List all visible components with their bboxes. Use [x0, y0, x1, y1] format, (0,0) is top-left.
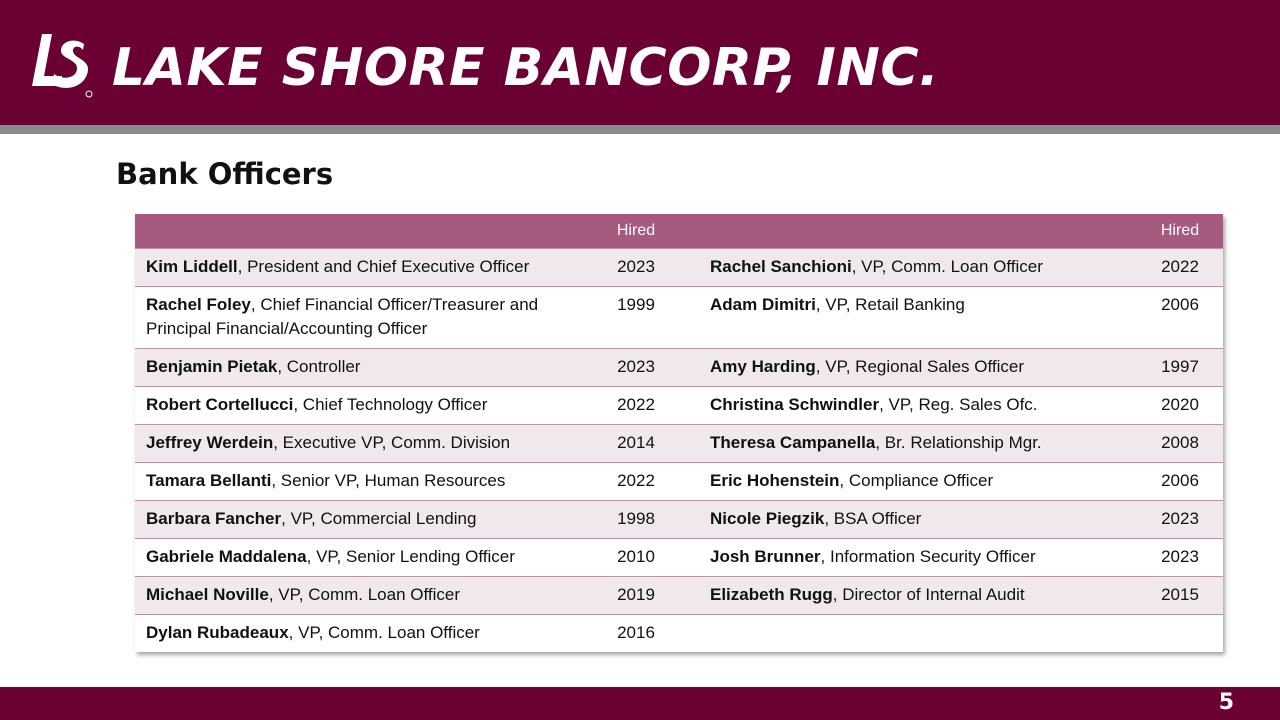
- left-officer-title: , Controller: [277, 356, 361, 376]
- table-row: [135, 286, 1223, 348]
- right-officer-cell: [699, 576, 1137, 614]
- right-officer-title: , BSA Officer: [824, 508, 922, 528]
- column-spacer: [679, 286, 699, 348]
- right-hired-year: 2006: [1137, 462, 1223, 500]
- right-officer-cell: [699, 286, 1137, 348]
- column-spacer: [679, 576, 699, 614]
- left-officer-title: , Chief Technology Officer: [293, 394, 488, 414]
- left-officer-cell: [135, 348, 593, 386]
- left-hired-year: 1999: [593, 286, 679, 348]
- column-spacer: [679, 614, 699, 652]
- left-officer-cell: [135, 500, 593, 538]
- right-officer-name: Adam Dimitri: [710, 294, 816, 314]
- left-officer-name: Dylan Rubadeaux: [146, 622, 289, 642]
- column-spacer: [679, 462, 699, 500]
- right-hired-year: 2008: [1137, 424, 1223, 462]
- left-officer-cell: [135, 286, 593, 348]
- right-officer-cell: [699, 462, 1137, 500]
- right-officer-name: Josh Brunner: [710, 546, 821, 566]
- page-number: 5: [1218, 690, 1234, 715]
- table-row: [135, 538, 1223, 576]
- header-blank-right: [699, 214, 1137, 248]
- right-officer-title: , Information Security Officer: [820, 546, 1036, 566]
- header-blank-left: [135, 214, 593, 248]
- left-officer-cell: [135, 538, 593, 576]
- left-officer-cell: [135, 614, 593, 652]
- company-name: LAKE SHORE BANCORP, INC.: [112, 38, 940, 98]
- table-row: [135, 614, 1223, 652]
- header-hired-left: Hired: [616, 221, 656, 239]
- right-officer-cell: [699, 248, 1137, 286]
- page-title: Bank Officers: [116, 157, 334, 191]
- left-hired-year: 2023: [593, 348, 679, 386]
- left-officer-name: Gabriele Maddalena: [146, 546, 307, 566]
- header-divider: [0, 125, 1280, 134]
- table-row: [135, 576, 1223, 614]
- footer-bar: [0, 687, 1280, 720]
- right-officer-name: Eric Hohenstein: [710, 470, 840, 490]
- left-hired-year: 2014: [593, 424, 679, 462]
- ls-logo-icon: [32, 28, 94, 100]
- right-officer-cell: [699, 614, 1137, 652]
- left-hired-year: 2023: [593, 248, 679, 286]
- left-hired-year: 2022: [593, 386, 679, 424]
- right-officer-name: Christina Schwindler: [710, 394, 880, 414]
- right-officer-title: , Br. Relationship Mgr.: [875, 432, 1042, 452]
- left-hired-year: 2019: [593, 576, 679, 614]
- right-officer-title: , VP, Retail Banking: [815, 294, 965, 314]
- left-officer-name: Benjamin Pietak: [146, 356, 278, 376]
- header-spacer: [679, 214, 699, 248]
- left-officer-name: Robert Cortellucci: [146, 394, 294, 414]
- column-spacer: [679, 538, 699, 576]
- right-hired-year: 2020: [1137, 386, 1223, 424]
- right-officer-name: Elizabeth Rugg: [710, 584, 833, 604]
- right-officer-name: Nicole Piegzik: [710, 508, 825, 528]
- left-hired-year: 2022: [593, 462, 679, 500]
- left-officer-title: , VP, Comm. Loan Officer: [268, 584, 461, 604]
- left-officer-title: , Senior VP, Human Resources: [271, 470, 506, 490]
- officers-table: [135, 214, 1223, 652]
- left-officer-name: Tamara Bellanti: [146, 470, 272, 490]
- right-officer-cell: [699, 386, 1137, 424]
- right-officer-cell: [699, 424, 1137, 462]
- right-officer-title: , VP, Reg. Sales Ofc.: [879, 394, 1038, 414]
- right-officer-name: Amy Harding: [710, 356, 816, 376]
- right-hired-year: [1137, 614, 1223, 652]
- right-hired-year: 2023: [1137, 500, 1223, 538]
- left-hired-year: 2016: [593, 614, 679, 652]
- left-officer-title: , Executive VP, Comm. Division: [273, 432, 511, 452]
- right-hired-year: 1997: [1137, 348, 1223, 386]
- right-officer-cell: [699, 348, 1137, 386]
- left-officer-cell: [135, 462, 593, 500]
- right-hired-year: 2006: [1137, 286, 1223, 348]
- left-officer-cell: [135, 386, 593, 424]
- left-officer-cell: [135, 248, 593, 286]
- left-officer-title: , President and Chief Executive Officer: [237, 256, 530, 276]
- table-row: [135, 500, 1223, 538]
- column-spacer: [679, 386, 699, 424]
- left-officer-name: Barbara Fancher: [146, 508, 282, 528]
- column-spacer: [679, 500, 699, 538]
- right-officer-title: , VP, Comm. Loan Officer: [851, 256, 1043, 276]
- left-officer-name: Jeffrey Werdein: [146, 432, 274, 452]
- column-spacer: [679, 424, 699, 462]
- column-spacer: [679, 248, 699, 286]
- left-officer-cell: [135, 424, 593, 462]
- table-row: [135, 348, 1223, 386]
- left-officer-name: Rachel Foley: [146, 294, 251, 314]
- header-hired-right: Hired: [1160, 221, 1200, 239]
- right-officer-title: , Compliance Officer: [839, 470, 994, 490]
- left-officer-name: Michael Noville: [146, 584, 269, 604]
- column-spacer: [679, 348, 699, 386]
- left-officer-title: , Chief Financial Officer/Treasurer and Principal Financial/Accounting Officer: [146, 294, 539, 338]
- table-row: [135, 386, 1223, 424]
- left-officer-title: , VP, Senior Lending Officer: [306, 546, 515, 566]
- table-row: [135, 462, 1223, 500]
- right-officer-title: , Director of Internal Audit: [832, 584, 1025, 604]
- right-officer-title: , VP, Regional Sales Officer: [815, 356, 1025, 376]
- right-officer-cell: [699, 500, 1137, 538]
- right-hired-year: 2023: [1137, 538, 1223, 576]
- table-row: [135, 248, 1223, 286]
- left-hired-year: 1998: [593, 500, 679, 538]
- left-officer-cell: [135, 576, 593, 614]
- left-hired-year: 2010: [593, 538, 679, 576]
- right-officer-cell: [699, 538, 1137, 576]
- left-officer-title: , VP, Commercial Lending: [281, 508, 477, 528]
- right-officer-name: Rachel Sanchioni: [710, 256, 852, 276]
- left-officer-title: , VP, Comm. Loan Officer: [288, 622, 480, 642]
- right-hired-year: 2015: [1137, 576, 1223, 614]
- left-officer-name: Kim Liddell: [146, 256, 238, 276]
- right-hired-year: 2022: [1137, 248, 1223, 286]
- table-header-row: [135, 214, 1223, 248]
- right-officer-name: Theresa Campanella: [710, 432, 876, 452]
- table-row: [135, 424, 1223, 462]
